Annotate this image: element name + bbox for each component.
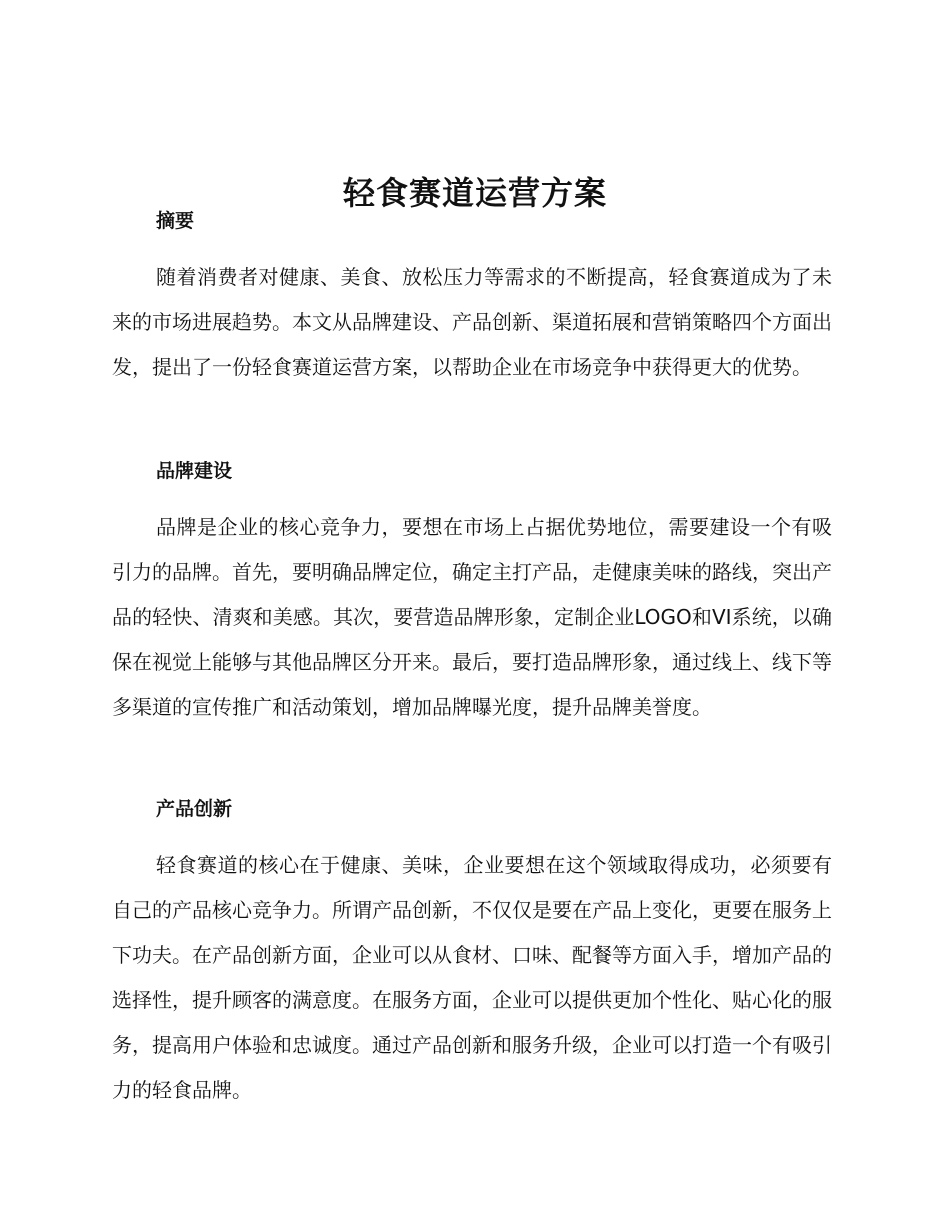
section-abstract [112, 206, 832, 390]
section-heading: 摘要 [156, 210, 195, 232]
section-brand-building [112, 456, 832, 730]
section-heading: 产品创新 [156, 798, 233, 820]
section-product-innovation [112, 794, 832, 1113]
document-title: 轻食赛道运营方案 [342, 174, 607, 213]
section-paragraph: 品牌是企业的核心竞争力，要想在市场上占据优势地位，需要建设一个有吸引力的品牌。首先，要明确品牌定位，确定主打产品，走健康美味的路线，突出产品的轻快、清爽和美感。其次，要营造品牌形象，定制企业LOGO和VI系统，以确保在视觉上能够与其他品牌区分开来。最后，要打造品牌形象，通过线上、线下等多渠道的宣传推广和活动策划，增加品牌曝光度，提升品牌美誉度。 [112, 515, 832, 719]
section-paragraph: 随着消费者对健康、美食、放松压力等需求的不断提高，轻食赛道成为了未来的市场进展趋势。本文从品牌建设、产品创新、渠道拓展和营销策略四个方面出发，提出了一份轻食赛道运营方案，以帮助企业在市场竞争中获得更大的优势。 [112, 265, 832, 379]
section-paragraph: 轻食赛道的核心在于健康、美味，企业要想在这个领域取得成功，必须要有自己的产品核心竞争力。所谓产品创新，不仅仅是要在产品上变化，更要在服务上下功夫。在产品创新方面，企业可以从食材、口味、配餐等方面入手，增加产品的选择性，提升顾客的满意度。在服务方面，企业可以提供更加个性化、贴心化的服务，提高用户体验和忠诚度。通过产品创新和服务升级，企业可以打造一个有吸引力的轻食品牌。 [112, 853, 832, 1102]
section-heading: 品牌建设 [156, 460, 233, 482]
